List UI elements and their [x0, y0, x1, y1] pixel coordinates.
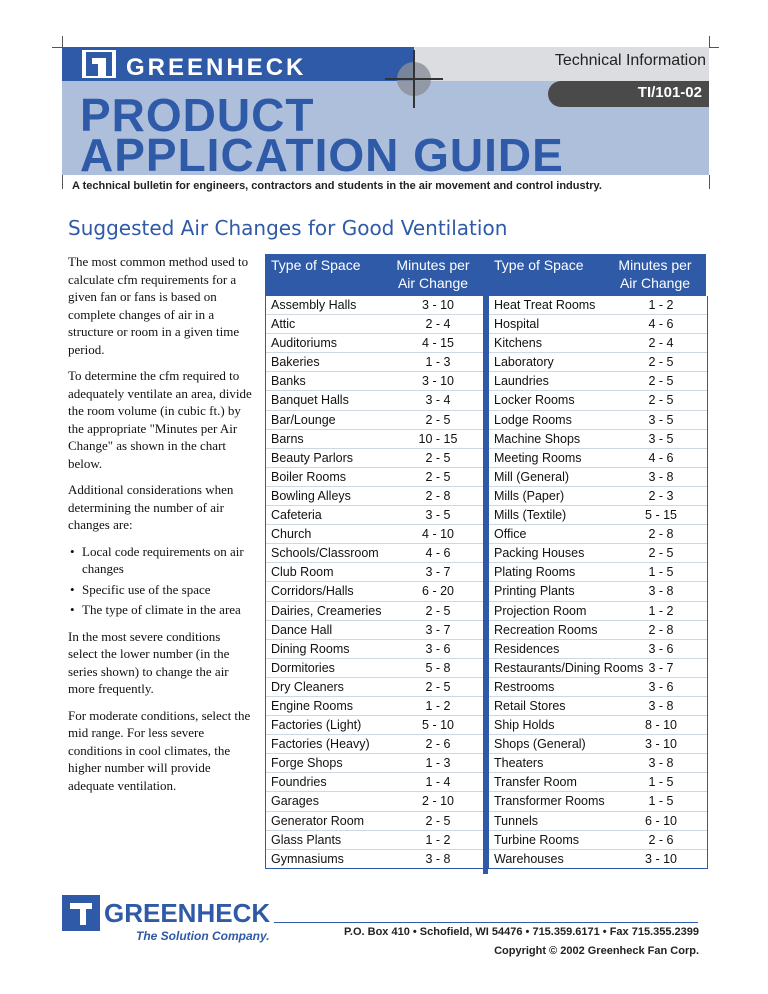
- table-row: [489, 430, 707, 449]
- space-type-cell: Dance Hall: [271, 622, 333, 637]
- table-row: [266, 582, 484, 601]
- table-column-right: [488, 296, 708, 869]
- page-title-line1: PRODUCT: [80, 89, 315, 141]
- logo-detail: [80, 909, 86, 925]
- table-row: [489, 792, 707, 811]
- table-row: [489, 602, 707, 621]
- crop-mark: [52, 47, 62, 48]
- paragraph: The most common method used to calculate cfm requirements for a given fan or fans is based on complete changes of air in a structure or room in a given time period.: [68, 254, 249, 357]
- table-row: [266, 411, 484, 430]
- minutes-cell: 1 - 2: [425, 832, 451, 847]
- space-type-cell: Barns: [271, 431, 304, 446]
- table-row: [489, 544, 707, 563]
- considerations-list: [68, 543, 252, 619]
- minutes-cell: 3 - 5: [648, 412, 674, 427]
- space-type-cell: Assembly Halls: [271, 298, 357, 312]
- minutes-cell: 8 - 10: [645, 718, 677, 733]
- space-type-cell: Transfer Room: [494, 775, 577, 790]
- minutes-cell: 2 - 5: [425, 679, 451, 694]
- space-type-cell: Gymnasiums: [271, 851, 344, 866]
- space-type-cell: Beauty Parlors: [271, 450, 353, 465]
- minutes-cell: 1 - 2: [648, 298, 674, 312]
- space-type-cell: Meeting Rooms: [494, 450, 582, 465]
- space-type-cell: Ship Holds: [494, 718, 555, 733]
- table-row: [266, 678, 484, 697]
- bulletin-subheading: A technical bulletin for engineers, contractors and students in the air movement and control industry.: [72, 180, 602, 192]
- minutes-cell: 3 - 5: [648, 431, 674, 446]
- table-row: [266, 716, 484, 735]
- space-type-cell: Club Room: [271, 565, 334, 580]
- minutes-cell: 10 - 15: [418, 431, 458, 446]
- minutes-cell: 3 - 10: [645, 737, 677, 752]
- table-row: [266, 812, 484, 831]
- minutes-cell: 2 - 6: [425, 737, 451, 752]
- table-row: [489, 754, 707, 773]
- table-row: [266, 525, 484, 544]
- table-row: [489, 831, 707, 850]
- crosshair-line: [413, 50, 415, 108]
- table-row: [266, 602, 484, 621]
- footer-copyright: Copyright © 2002 Greenheck Fan Corp.: [494, 945, 699, 957]
- column-header-minutes: Minutes per: [396, 257, 470, 273]
- section-title: Suggested Air Changes for Good Ventilation: [68, 216, 508, 240]
- table-row: [489, 621, 707, 640]
- space-type-cell: Packing Houses: [494, 546, 585, 561]
- table-row: [266, 372, 484, 391]
- table-row: [489, 411, 707, 430]
- table-row: [489, 315, 707, 334]
- space-type-cell: Dining Rooms: [271, 641, 350, 656]
- space-type-cell: Laboratory: [494, 355, 554, 370]
- table-row: [489, 487, 707, 506]
- space-type-cell: Factories (Heavy): [271, 737, 370, 752]
- header-brand: GREENHECK: [126, 54, 307, 81]
- space-type-cell: Office: [494, 527, 527, 542]
- minutes-cell: 6 - 10: [645, 813, 677, 828]
- minutes-cell: 2 - 5: [648, 393, 674, 408]
- minutes-cell: 1 - 5: [648, 794, 674, 809]
- table-row: [489, 716, 707, 735]
- minutes-cell: 1 - 2: [425, 698, 451, 713]
- footer-rule: [274, 922, 698, 923]
- minutes-cell: 3 - 10: [645, 851, 677, 866]
- space-type-cell: Bowling Alleys: [271, 488, 351, 503]
- table-row: [266, 468, 484, 487]
- paragraph: For moderate conditions, select the mid range. For less severe conditions in cool climates, the higher number will provide adequate ventilation.: [68, 707, 251, 793]
- footer-brand: GREENHECK: [104, 898, 271, 928]
- table-row: [489, 659, 707, 678]
- minutes-cell: 3 - 10: [422, 374, 454, 389]
- space-type-cell: Recreation Rooms: [494, 622, 598, 637]
- minutes-cell: 2 - 8: [425, 488, 451, 503]
- space-type-cell: Generator Room: [271, 813, 365, 828]
- space-type-cell: Banks: [271, 374, 306, 389]
- table-column-left: [265, 296, 485, 869]
- table-row: [489, 449, 707, 468]
- column-header-minutes: Air Change: [397, 275, 469, 291]
- logo-detail: [98, 64, 106, 76]
- space-type-cell: Cafeteria: [271, 508, 322, 523]
- column-header-space: Type of Space: [494, 257, 584, 273]
- space-type-cell: Garages: [271, 794, 319, 809]
- space-type-cell: Theaters: [494, 756, 544, 771]
- space-type-cell: Bakeries: [271, 355, 320, 370]
- table-row: [266, 334, 484, 353]
- table-row: [266, 773, 484, 792]
- minutes-cell: 2 - 8: [648, 622, 674, 637]
- minutes-cell: 2 - 4: [425, 317, 451, 332]
- minutes-cell: 3 - 10: [422, 298, 454, 312]
- minutes-cell: 2 - 5: [425, 813, 451, 828]
- minutes-cell: 6 - 20: [422, 584, 454, 599]
- minutes-cell: 2 - 5: [425, 603, 451, 618]
- table-row: [266, 353, 484, 372]
- table-row: [489, 773, 707, 792]
- space-type-cell: Restrooms: [494, 679, 555, 694]
- space-type-cell: Laundries: [494, 374, 549, 389]
- table-row: [266, 621, 484, 640]
- space-type-cell: Lodge Rooms: [494, 412, 572, 427]
- minutes-cell: 2 - 5: [425, 450, 451, 465]
- table-row: [489, 640, 707, 659]
- table-row: [266, 697, 484, 716]
- table-row: [489, 563, 707, 582]
- space-type-cell: Mills (Paper): [494, 488, 565, 503]
- minutes-cell: 3 - 8: [648, 584, 674, 599]
- table-row: [489, 850, 707, 868]
- list-item: • Specific use of the space: [68, 581, 252, 599]
- table-row: [489, 506, 707, 525]
- table-row: [489, 697, 707, 716]
- minutes-cell: 1 - 3: [425, 355, 451, 370]
- space-type-cell: Mill (General): [494, 469, 570, 484]
- minutes-cell: 3 - 7: [648, 660, 674, 675]
- crop-mark: [709, 47, 719, 48]
- table-row: [489, 678, 707, 697]
- intro-text: [68, 253, 252, 803]
- table-row: [489, 468, 707, 487]
- minutes-cell: 1 - 2: [648, 603, 674, 618]
- list-item: • Local code requirements on air changes: [68, 543, 252, 578]
- space-type-cell: Turbine Rooms: [494, 832, 579, 847]
- table-row: [266, 544, 484, 563]
- table-row: [489, 296, 707, 315]
- table-row: [266, 430, 484, 449]
- crop-mark: [709, 175, 710, 189]
- space-type-cell: Residences: [494, 641, 560, 656]
- minutes-cell: 2 - 6: [648, 832, 674, 847]
- minutes-cell: 3 - 6: [648, 679, 674, 694]
- space-type-cell: Dormitories: [271, 660, 335, 675]
- minutes-cell: 3 - 7: [425, 622, 451, 637]
- table-row: [489, 525, 707, 544]
- minutes-cell: 3 - 7: [425, 565, 451, 580]
- space-type-cell: Factories (Light): [271, 718, 362, 733]
- minutes-cell: 3 - 8: [648, 698, 674, 713]
- minutes-cell: 2 - 5: [425, 469, 451, 484]
- minutes-cell: 2 - 3: [648, 488, 674, 503]
- table-row: [489, 372, 707, 391]
- minutes-cell: 5 - 8: [425, 660, 451, 675]
- minutes-cell: 2 - 5: [648, 355, 674, 370]
- table-row: [266, 487, 484, 506]
- table-row: [266, 659, 484, 678]
- space-type-cell: Machine Shops: [494, 431, 581, 446]
- space-type-cell: Forge Shops: [271, 756, 343, 771]
- space-type-cell: Projection Room: [494, 603, 587, 618]
- technical-information-label: Technical Information: [554, 52, 706, 69]
- minutes-cell: 2 - 5: [425, 412, 451, 427]
- minutes-cell: 4 - 10: [422, 527, 454, 542]
- paragraph: In the most severe conditions select the lower number (in the series shown) to change the air more frequently.: [68, 628, 230, 696]
- space-type-cell: Bar/Lounge: [271, 412, 336, 427]
- space-type-cell: Dry Cleaners: [271, 679, 344, 694]
- table-row: [489, 353, 707, 372]
- minutes-cell: 4 - 6: [648, 317, 674, 332]
- minutes-cell: 3 - 8: [425, 851, 451, 866]
- table-row: [266, 831, 484, 850]
- space-type-cell: Restaurants/Dining Rooms: [494, 660, 644, 675]
- space-type-cell: Schools/Classroom: [271, 546, 379, 561]
- space-type-cell: Transformer Rooms: [494, 794, 605, 809]
- crop-mark: [62, 175, 63, 189]
- table-row: [266, 850, 484, 868]
- space-type-cell: Shops (General): [494, 737, 586, 752]
- minutes-cell: 1 - 5: [648, 565, 674, 580]
- space-type-cell: Boiler Rooms: [271, 469, 347, 484]
- footer-tagline: The Solution Company.: [136, 929, 270, 943]
- table-row: [266, 449, 484, 468]
- table-row: [266, 563, 484, 582]
- space-type-cell: Mills (Textile): [494, 508, 567, 523]
- minutes-cell: 3 - 6: [425, 641, 451, 656]
- minutes-cell: 2 - 5: [648, 546, 674, 561]
- table-row: [266, 391, 484, 410]
- minutes-cell: 2 - 10: [422, 794, 454, 809]
- list-item: • The type of climate in the area: [68, 601, 252, 619]
- minutes-cell: 4 - 15: [422, 336, 454, 351]
- space-type-cell: Kitchens: [494, 336, 542, 351]
- minutes-cell: 2 - 4: [648, 336, 674, 351]
- minutes-cell: 5 - 15: [645, 508, 677, 523]
- footer-address: P.O. Box 410 • Schofield, WI 54476 • 715.359.6171 • Fax 715.355.2399: [343, 926, 699, 938]
- table-row: [489, 391, 707, 410]
- minutes-cell: 5 - 10: [422, 718, 454, 733]
- space-type-cell: Heat Treat Rooms: [494, 298, 596, 312]
- table-row: [266, 315, 484, 334]
- minutes-cell: 1 - 3: [425, 756, 451, 771]
- space-type-cell: Engine Rooms: [271, 698, 353, 713]
- minutes-cell: 4 - 6: [648, 450, 674, 465]
- minutes-cell: 3 - 8: [648, 756, 674, 771]
- table-row: [266, 754, 484, 773]
- space-type-cell: Tunnels: [494, 813, 539, 828]
- table-row: [266, 296, 484, 315]
- column-header-minutes: Air Change: [619, 275, 691, 291]
- space-type-cell: Auditoriums: [271, 336, 337, 351]
- minutes-cell: 3 - 4: [425, 393, 451, 408]
- page-title-line2: APPLICATION GUIDE: [80, 129, 564, 181]
- paragraph: Additional considerations when determining the number of air changes are:: [68, 482, 234, 532]
- minutes-cell: 3 - 6: [648, 641, 674, 656]
- table-row: [489, 735, 707, 754]
- minutes-cell: 4 - 6: [425, 546, 451, 561]
- table-row: [266, 506, 484, 525]
- column-header-space: Type of Space: [271, 257, 361, 273]
- table-row: [489, 812, 707, 831]
- space-type-cell: Attic: [271, 317, 296, 332]
- table-row: [489, 582, 707, 601]
- space-type-cell: Dairies, Creameries: [271, 603, 382, 618]
- minutes-cell: 1 - 5: [648, 775, 674, 790]
- minutes-cell: 2 - 5: [648, 374, 674, 389]
- minutes-cell: 1 - 4: [425, 775, 451, 790]
- minutes-cell: 3 - 8: [648, 469, 674, 484]
- space-type-cell: Church: [271, 527, 312, 542]
- space-type-cell: Corridors/Halls: [271, 584, 354, 599]
- space-type-cell: Printing Plants: [494, 584, 575, 599]
- doc-number: TI/101-02: [637, 84, 702, 101]
- space-type-cell: Warehouses: [494, 851, 564, 866]
- space-type-cell: Glass Plants: [271, 832, 342, 847]
- minutes-cell: 3 - 5: [425, 508, 451, 523]
- space-type-cell: Banquet Halls: [271, 393, 349, 408]
- table-row: [266, 735, 484, 754]
- table-row: [266, 640, 484, 659]
- space-type-cell: Retail Stores: [494, 698, 566, 713]
- space-type-cell: Locker Rooms: [494, 393, 575, 408]
- table-row: [266, 792, 484, 811]
- space-type-cell: Plating Rooms: [494, 565, 576, 580]
- paragraph: To determine the cfm required to adequately ventilate an area, divide the room volume (in cubic ft.) by the appropriate "Minutes per Air Change" as shown in the chart below.: [68, 368, 252, 471]
- space-type-cell: Hospital: [494, 317, 540, 332]
- table-row: [489, 334, 707, 353]
- minutes-cell: 2 - 8: [648, 527, 674, 542]
- column-header-minutes: Minutes per: [618, 257, 692, 273]
- space-type-cell: Foundries: [271, 775, 327, 790]
